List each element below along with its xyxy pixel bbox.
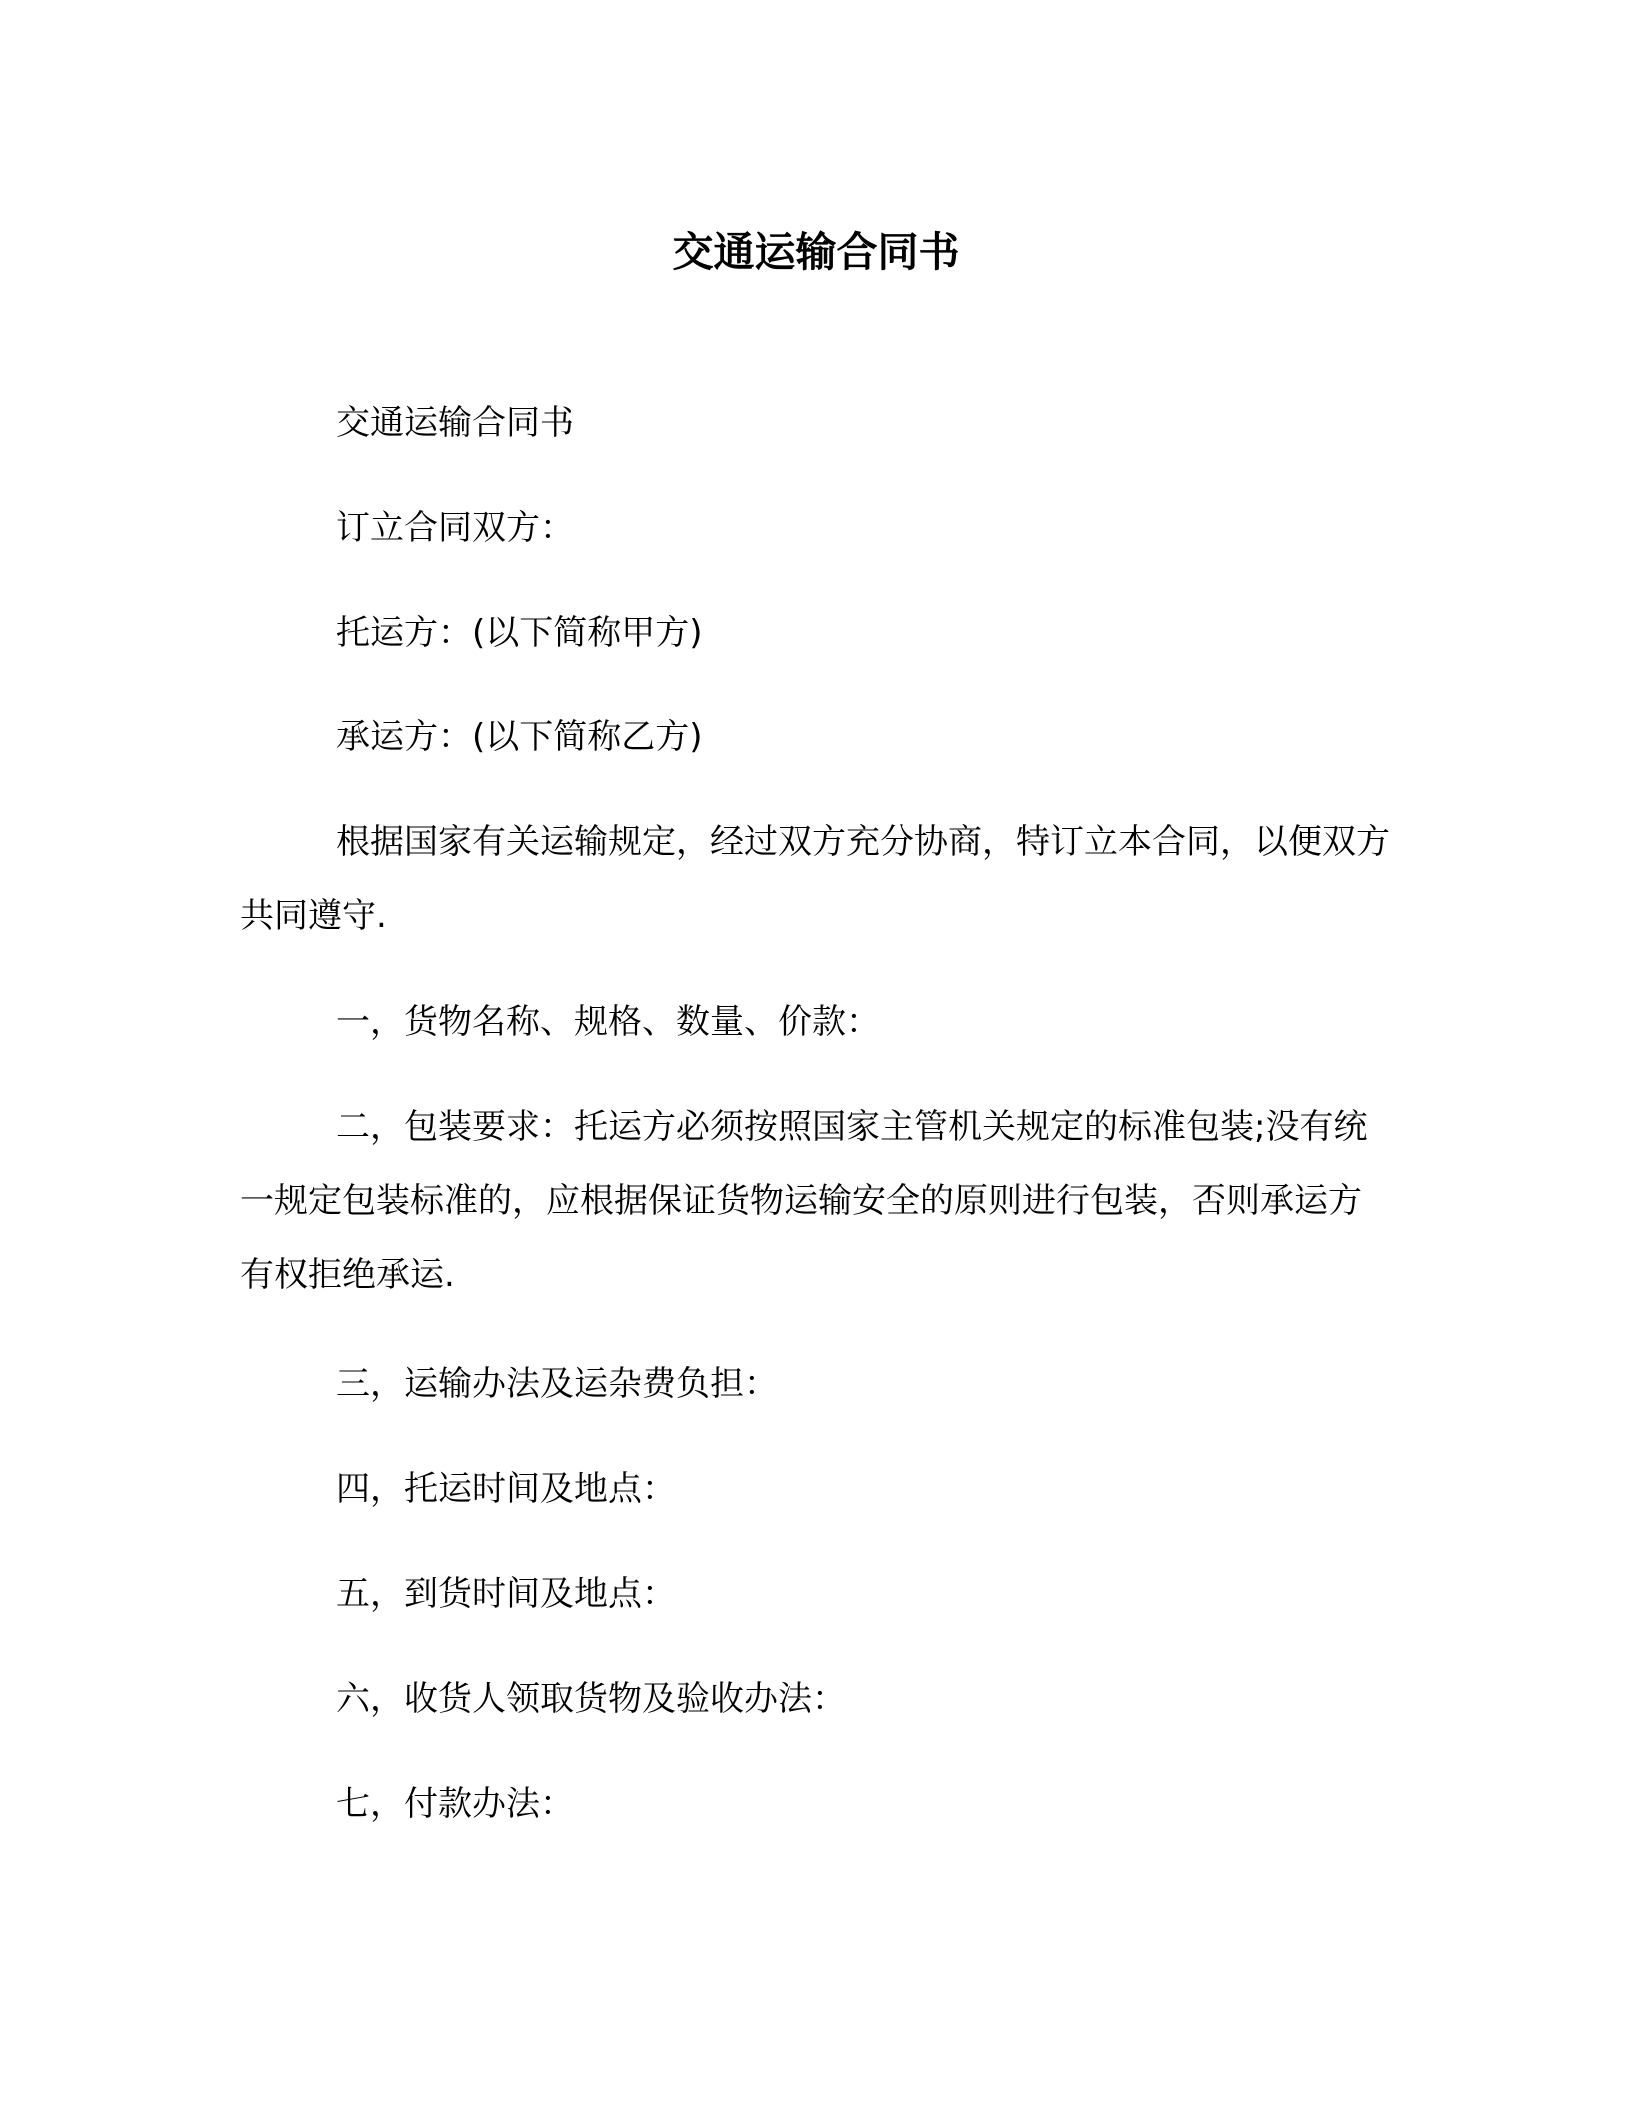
clause-packaging: 二，包装要求：托运方必须按照国家主管机关规定的标准包装;没有统一规定包装标准的，应根据保证货物运输安全的原则进行包装，否则承运方有权拒绝承运. — [240, 1107, 1368, 1295]
paragraph-preamble: 根据国家有关运输规定，经过双方充分协商，特订立本合同，以便双方共同遵守. — [240, 822, 1390, 936]
clause-transport-method: 三，运输办法及运杂费负担： — [336, 1364, 778, 1404]
paragraph-parties: 订立合同双方： — [336, 508, 574, 548]
clause-payment: 七，付款办法： — [336, 1784, 574, 1824]
paragraph-heading-repeat: 交通运输合同书 — [336, 403, 574, 443]
clause-goods: 一，货物名称、规格、数量、价款： — [336, 1002, 880, 1042]
clause-receipt-inspection: 六，收货人领取货物及验收办法： — [336, 1679, 846, 1719]
clause-shipping-time-place: 四，托运时间及地点： — [336, 1469, 676, 1509]
paragraph-carrier: 承运方：(以下简称乙方) — [336, 717, 703, 757]
document-title: 交通运输合同书 — [672, 228, 960, 276]
clause-arrival-time-place: 五，到货时间及地点： — [336, 1574, 676, 1614]
paragraph-shipper: 托运方：(以下简称甲方) — [336, 613, 703, 653]
